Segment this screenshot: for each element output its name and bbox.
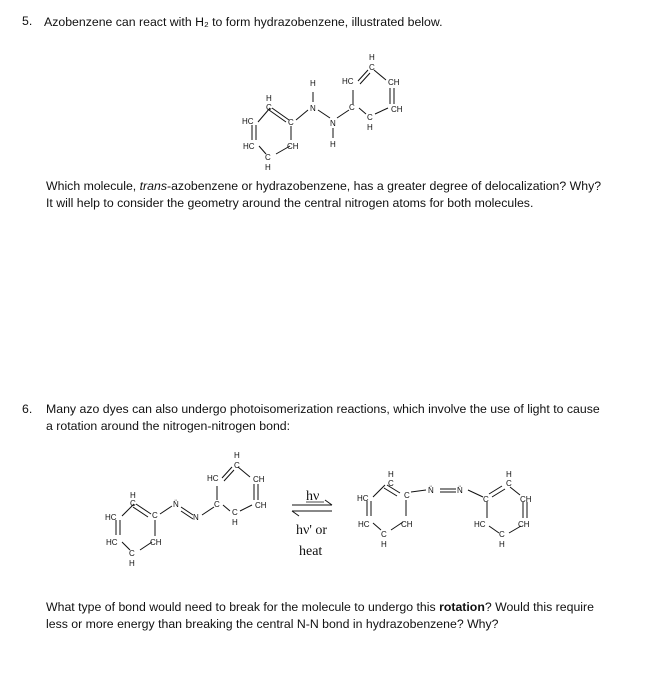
az-atom-h-left-bottom: H (129, 559, 135, 568)
reverse-arrow-label-2: heat (299, 544, 323, 559)
az-atom-c-right-ipso: C (214, 500, 220, 509)
az-atom-h-top-right: H (234, 451, 240, 460)
question-6-prompt-line-2: less or more energy than breaking the central N-N bond in hydrazobenzene? Why? (46, 617, 499, 631)
q6-q1-pre: What type of bond would need to break for the molecule to undergo this (46, 600, 440, 614)
az-atom-h-left-top: H (130, 491, 136, 500)
az-atom-c-left-ipso: C (152, 511, 158, 520)
reverse-arrow-label-1: hν' or (296, 523, 328, 538)
cis-atom-hc-right-lower: HC (474, 520, 486, 529)
az-atom-c-left-bottom: C (129, 549, 135, 558)
cis-atom-ch-right: CH (520, 495, 532, 504)
hz-atom-h-n-down: H (330, 140, 336, 149)
question-5-prompt-line-1 (46, 178, 601, 195)
question-6-stem-line-1: Many azo dyes can also undergo photoisomerization reactions, which involve the use of light to cause (46, 402, 600, 416)
q5-q1-post: -azobenzene or hydrazobenzene, has a greater degree of delocalization? Why? (166, 179, 602, 193)
q6-q1-bold: rotation (439, 600, 485, 614)
az-atom-n-left: N̈ (173, 500, 179, 509)
cis-atom-ch-right-lower: CH (518, 520, 530, 529)
az-atom-hc-left-lower: HC (106, 538, 118, 547)
az-atom-hc-right: HC (207, 474, 219, 483)
hz-atom-ch-right: CH (388, 78, 400, 87)
hz-atom-c-right-ipso: C (349, 103, 355, 112)
hz-atom-c-left-top: C (266, 103, 272, 112)
forward-arrow-label: hν (306, 489, 320, 504)
cis-atom-c-right-ipso: C (483, 495, 489, 504)
hz-atom-ch-left-lower: CH (287, 142, 299, 151)
question-6-prompt-line-1 (46, 599, 594, 616)
cis-atom-c-left-bottom: C (381, 530, 387, 539)
az-atom-ch-right-lower: CH (255, 501, 267, 510)
cis-atom-c-right-bottom: C (499, 530, 505, 539)
az-atom-c-left-top: C (130, 499, 136, 508)
question-5-prompt-line-2: It will help to consider the geometry around the central nitrogen atoms for both molecules. (46, 196, 534, 210)
cis-atom-n-right: N̈ (457, 486, 463, 495)
cis-atom-h-left-top: H (388, 470, 394, 479)
hz-atom-n-right: N (330, 119, 336, 128)
cis-atom-c-right-top: C (506, 479, 512, 488)
cis-atom-hc-left: HC (357, 494, 369, 503)
hz-atom-c-left-bottom: C (265, 153, 271, 162)
q5-q1-pre: Which molecule, (46, 179, 140, 193)
question-5-stem: Azobenzene can react with H₂ to form hydrazobenzene, illustrated below. (44, 15, 443, 29)
question-6-number: 6. (22, 402, 33, 416)
az-atom-ch-left-lower: CH (150, 538, 162, 547)
cis-atom-c-left-top: C (388, 479, 394, 488)
hz-atom-n-left: N (310, 104, 316, 113)
hz-atom-hc-left-lower: HC (243, 142, 255, 151)
hz-atom-h-top-right: H (369, 53, 375, 62)
az-atom-c-top-right: C (234, 461, 240, 470)
az-atom-ch-right: CH (253, 475, 265, 484)
question-5-number: 5. (22, 14, 33, 28)
cis-atom-hc-left-lower: HC (358, 520, 370, 529)
cis-atom-ch-left-lower: CH (401, 520, 413, 529)
hz-atom-hc-right: HC (342, 77, 354, 86)
cis-atom-c-left-ipso: C (404, 491, 410, 500)
question-6-stem-line-2: a rotation around the nitrogen-nitrogen bond: (46, 419, 291, 433)
cis-atom-n-left: N̈ (428, 486, 434, 495)
hz-atom-c-left-ipso: C (288, 118, 294, 127)
hz-atom-c-top-right: C (369, 63, 375, 72)
az-atom-hc-left: HC (105, 513, 117, 522)
hz-atom-c-right-bottom: C (367, 113, 373, 122)
cis-atom-h-right-top: H (506, 470, 512, 479)
q5-q1-em: trans (139, 179, 167, 193)
hz-atom-h-n-up: H (310, 79, 316, 88)
cis-atom-h-right-bottom: H (499, 540, 505, 549)
q6-q1-post: ? Would this require (484, 600, 594, 614)
az-atom-n-right: N (193, 513, 199, 522)
hz-atom-h-left-top: H (266, 94, 272, 103)
hz-atom-ch-right-lower: CH (391, 105, 403, 114)
hz-atom-hc-left: HC (242, 117, 254, 126)
az-atom-c-right-bottom: C (232, 508, 238, 517)
hz-atom-h-left-bottom: H (265, 163, 271, 172)
hz-atom-h-right-bottom: H (367, 123, 373, 132)
az-atom-h-right-bottom: H (232, 518, 238, 527)
cis-atom-h-left-bottom: H (381, 540, 387, 549)
